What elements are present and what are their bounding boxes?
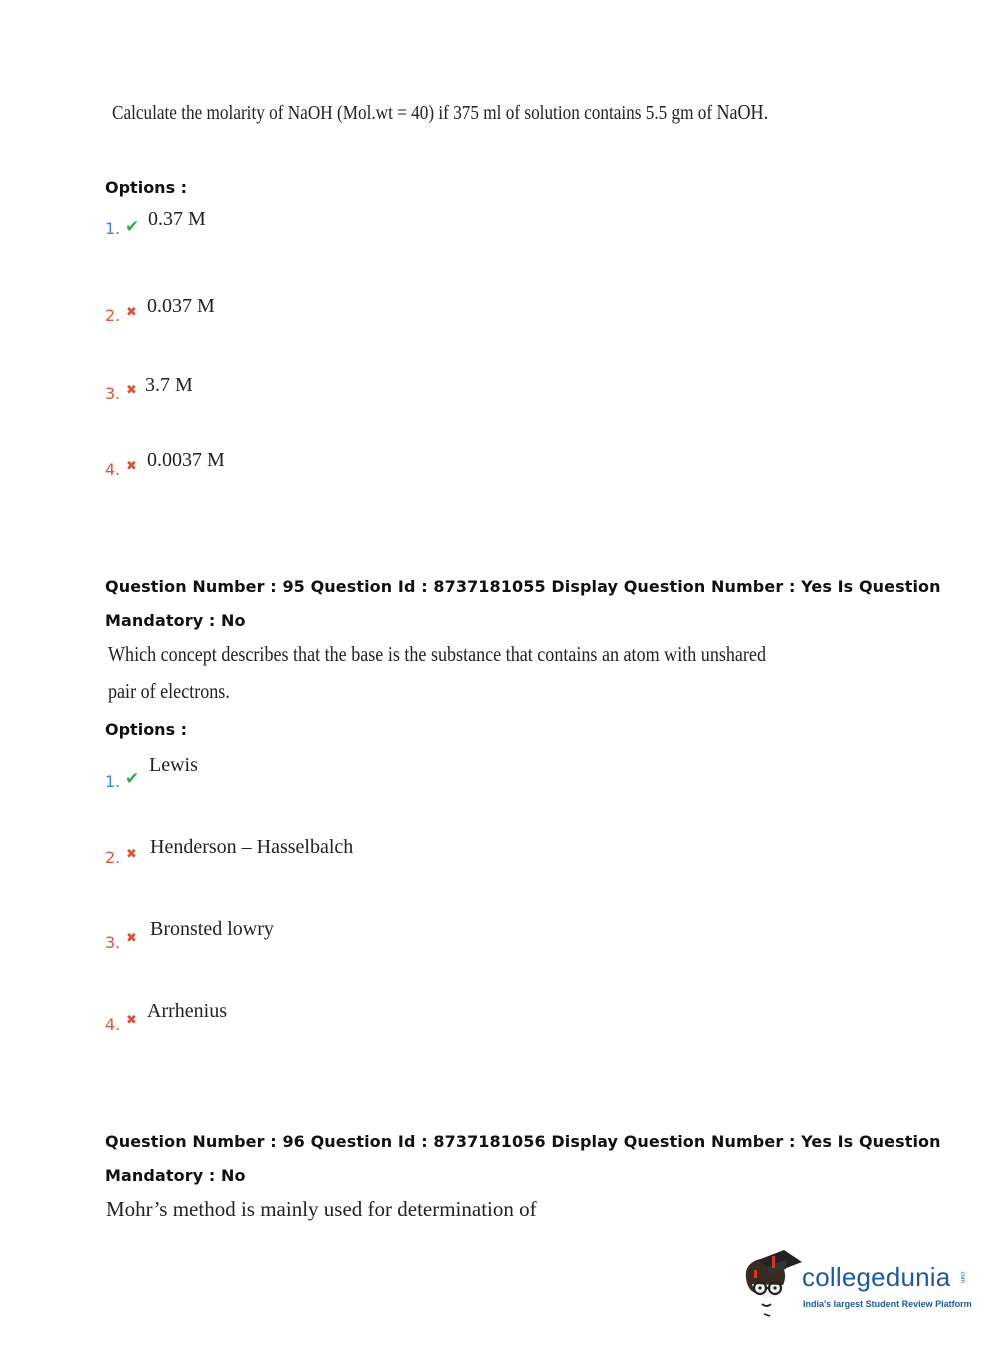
q95-question-text-line-1: Which concept describes that the base is the substance that contains an atom with unshared — [108, 642, 766, 666]
q94-option-3 — [105, 373, 405, 413]
q94-option-4 — [105, 449, 405, 489]
option-number: 3. — [105, 384, 121, 403]
q95-option-1 — [105, 754, 455, 794]
wrong-cross-icon: ✖ — [126, 305, 137, 320]
q95-option-4 — [105, 1000, 455, 1040]
correct-check-icon: ✔ — [125, 217, 140, 237]
q95-option-2 — [105, 836, 455, 876]
wrong-cross-icon: ✖ — [126, 931, 137, 946]
option-text: 0.0037 M — [147, 449, 225, 471]
q96-meta-line-1: Question Number : 96 Question Id : 8737181056 Display Question Number : Yes Is Question — [105, 1132, 941, 1151]
q94-question-text — [112, 100, 768, 125]
logo-com: .com — [959, 1270, 965, 1284]
q94-option-2 — [105, 294, 405, 334]
q95-meta-line-2: Mandatory : No — [105, 611, 246, 630]
option-text: 0.037 M — [147, 295, 215, 317]
q95-option-3 — [105, 918, 455, 958]
q96-meta-line-2: Mandatory : No — [105, 1166, 246, 1185]
option-number: 4. — [105, 460, 121, 479]
option-number: 2. — [105, 848, 121, 867]
q94-question-text-main: Calculate the molarity of NaOH (Mol.wt = 40) if 375 ml of solution contains 5.5 gm of — [112, 102, 717, 124]
wrong-cross-icon: ✖ — [126, 847, 137, 862]
option-number: 1. — [105, 772, 121, 791]
option-number: 1. — [105, 219, 121, 238]
wrong-cross-icon: ✖ — [126, 383, 137, 398]
q94-option-1 — [105, 206, 405, 246]
option-text: Arrhenius — [147, 1000, 227, 1022]
option-number: 2. — [105, 306, 121, 325]
q95-question-text-line-2: pair of electrons. — [108, 679, 230, 703]
option-text: Bronsted lowry — [150, 918, 274, 940]
logo-wordmark: collegedunia — [802, 1262, 951, 1292]
q95-options-label: Options : — [105, 720, 188, 739]
wrong-cross-icon: ✖ — [126, 1013, 137, 1028]
logo-tagline: India's largest Student Review Platform — [803, 1299, 972, 1309]
option-number: 4. — [105, 1015, 121, 1034]
q96-question-text-line-1: Mohr’s method is mainly used for determination of — [106, 1197, 537, 1221]
option-text: Henderson – Hasselbalch — [150, 836, 354, 858]
q94-options-label: Options : — [105, 178, 188, 197]
mascot-graduation-cap-glasses-icon — [740, 1248, 802, 1320]
q94-question-text-end: NaOH. — [716, 100, 769, 124]
wrong-cross-icon: ✖ — [126, 459, 137, 474]
option-text: 0.37 M — [148, 208, 206, 230]
option-text: 3.7 M — [145, 374, 193, 396]
collegedunia-logo[interactable] — [740, 1248, 970, 1320]
q95-meta-line-1: Question Number : 95 Question Id : 8737181055 Display Question Number : Yes Is Question — [105, 577, 941, 596]
option-text: Lewis — [149, 754, 198, 776]
option-number: 3. — [105, 933, 121, 952]
correct-check-icon: ✔ — [125, 769, 140, 789]
